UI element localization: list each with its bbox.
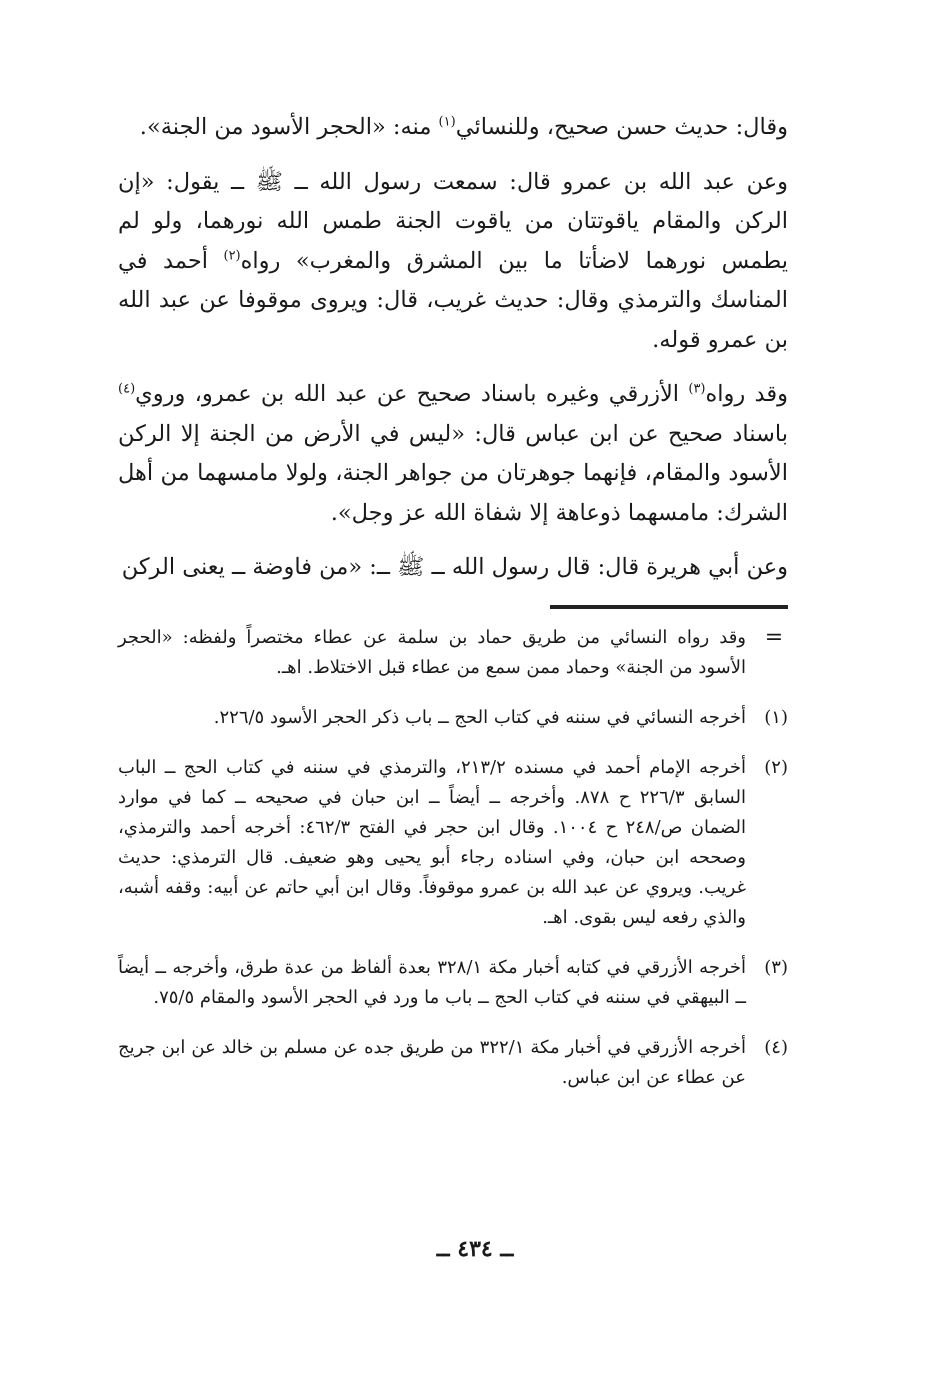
paragraph-2: وعن عبد الله بن عمرو قال: سمعت رسول الله ــ ﷺ ــ يقول: «إن الركن والمقام ياقوتتان من ياقوت الجنة طمس الله نورهما، ولو لم يطمس نورهما لاضأتا ما بين المشرق والمغرب» رواه$^{(٢)}$ أحمد في المناسك والترمذي وقال: حديث غريب، قال: ويروى موقوفا عن عبد الله بن عمرو قوله. bbox=[118, 168, 788, 353]
footnote-text: أخرجه النسائي في سننه في كتاب الحج ــ باب ذكر الحجر الأسود ٢٢٦/٥. bbox=[213, 706, 746, 728]
footnote-separator bbox=[118, 588, 788, 609]
footnote-number: (١) bbox=[764, 706, 788, 728]
footnote-ref-1[interactable]: (١) bbox=[438, 114, 456, 130]
footnote-text: أخرجه الإمام أحمد في مسنده ٢١٣/٢، والترمذي في سننه في كتاب الحج ــ الباب السابق ٢٢٦/٣ ح ٨٧٨. وأخرجه ــ أيضاً ــ ابن حبان في صحيحه ــ كما في موارد الضمان ص/٢٤٨ ح ١٠٠٤. وقال ابن حجر في الفتح ٤٦٢/٣: أخرجه أحمد والترمذي، وصححه ابن حبان، وفي اسناده رجاء أبو يحيى وهو ضعيف. قال الترمذي: حديث غريب. ويروي عن عبد الله بن عمرو موقوفاً. وقال ابن أبي حاتم عن أبيه: وقفه أشبه، والذي رفعه ليس بقوى. اهـ. bbox=[118, 756, 747, 928]
paragraph-1: وقال: حديث حسن صحيح، وللنسائي$^{(١)}$ منه: «الحجر الأسود من الجنة». bbox=[139, 114, 788, 140]
continuation-mark: = bbox=[764, 624, 784, 650]
footnotes bbox=[118, 623, 788, 1093]
footnote-ref-3[interactable]: (٣) bbox=[688, 381, 706, 397]
footnote-4 bbox=[118, 1033, 788, 1093]
paragraph-4: وعن أبي هريرة قال: قال رسول الله ــ ﷺ ــ: «من فاوضة ــ يعنى الركن bbox=[121, 554, 788, 580]
footnote-continuation-text: وقد رواه النسائي من طريق حماد بن سلمة عن عطاء مختصراً ولفظه: «الحجر الأسود من الجنة» وحماد ممن سمع من عطاء قبل الاختلاط. اهـ. bbox=[118, 626, 746, 678]
main-text bbox=[118, 108, 788, 588]
footnote-1 bbox=[118, 703, 788, 733]
page-number: ــ ٤٣٤ ــ bbox=[436, 1236, 514, 1262]
footnote-text: أخرجه الأزرقي في كتابه أخبار مكة ٣٢٨/١ بعدة ألفاظ من عدة طرق، وأخرجه ــ أيضاً ــ البيهقي في سننه في كتاب الحج ــ باب ما ورد في الحجر الأسود والمقام ٧٥/٥. bbox=[118, 956, 747, 1008]
footnote-number: (٣) bbox=[764, 956, 788, 978]
footnote-ref-2[interactable]: (٢) bbox=[223, 248, 241, 263]
footnote-number: (٢) bbox=[764, 756, 788, 778]
footnote-text: أخرجه الأزرقي في أخبار مكة ٣٢٢/١ من طريق جده عن مسلم بن خالد عن ابن جريج عن عطاء عن ابن عباس. bbox=[118, 1036, 746, 1088]
footnote-continuation bbox=[118, 623, 788, 683]
footnote-3 bbox=[118, 953, 788, 1013]
footnote-2 bbox=[118, 753, 788, 933]
footnote-number: (٤) bbox=[764, 1036, 788, 1058]
footnote-ref-4[interactable]: (٤) bbox=[118, 381, 136, 397]
paragraph-3: وقد رواه$^{(٣)}$ الأزرقي وغيره باسناد صحيح عن عبد الله بن عمرو، وروي$^{(٤)}$ باسناد صحيح عن ابن عباس قال: «ليس في الأرض من الجنة إلا الركن الأسود والمقام، فإنهما جوهرتان من جواهر الجنة، ولولا مامسهما من أهل الشرك: مامسهما ذوعاهة إلا شفاة الله عز وجل». bbox=[118, 381, 788, 526]
